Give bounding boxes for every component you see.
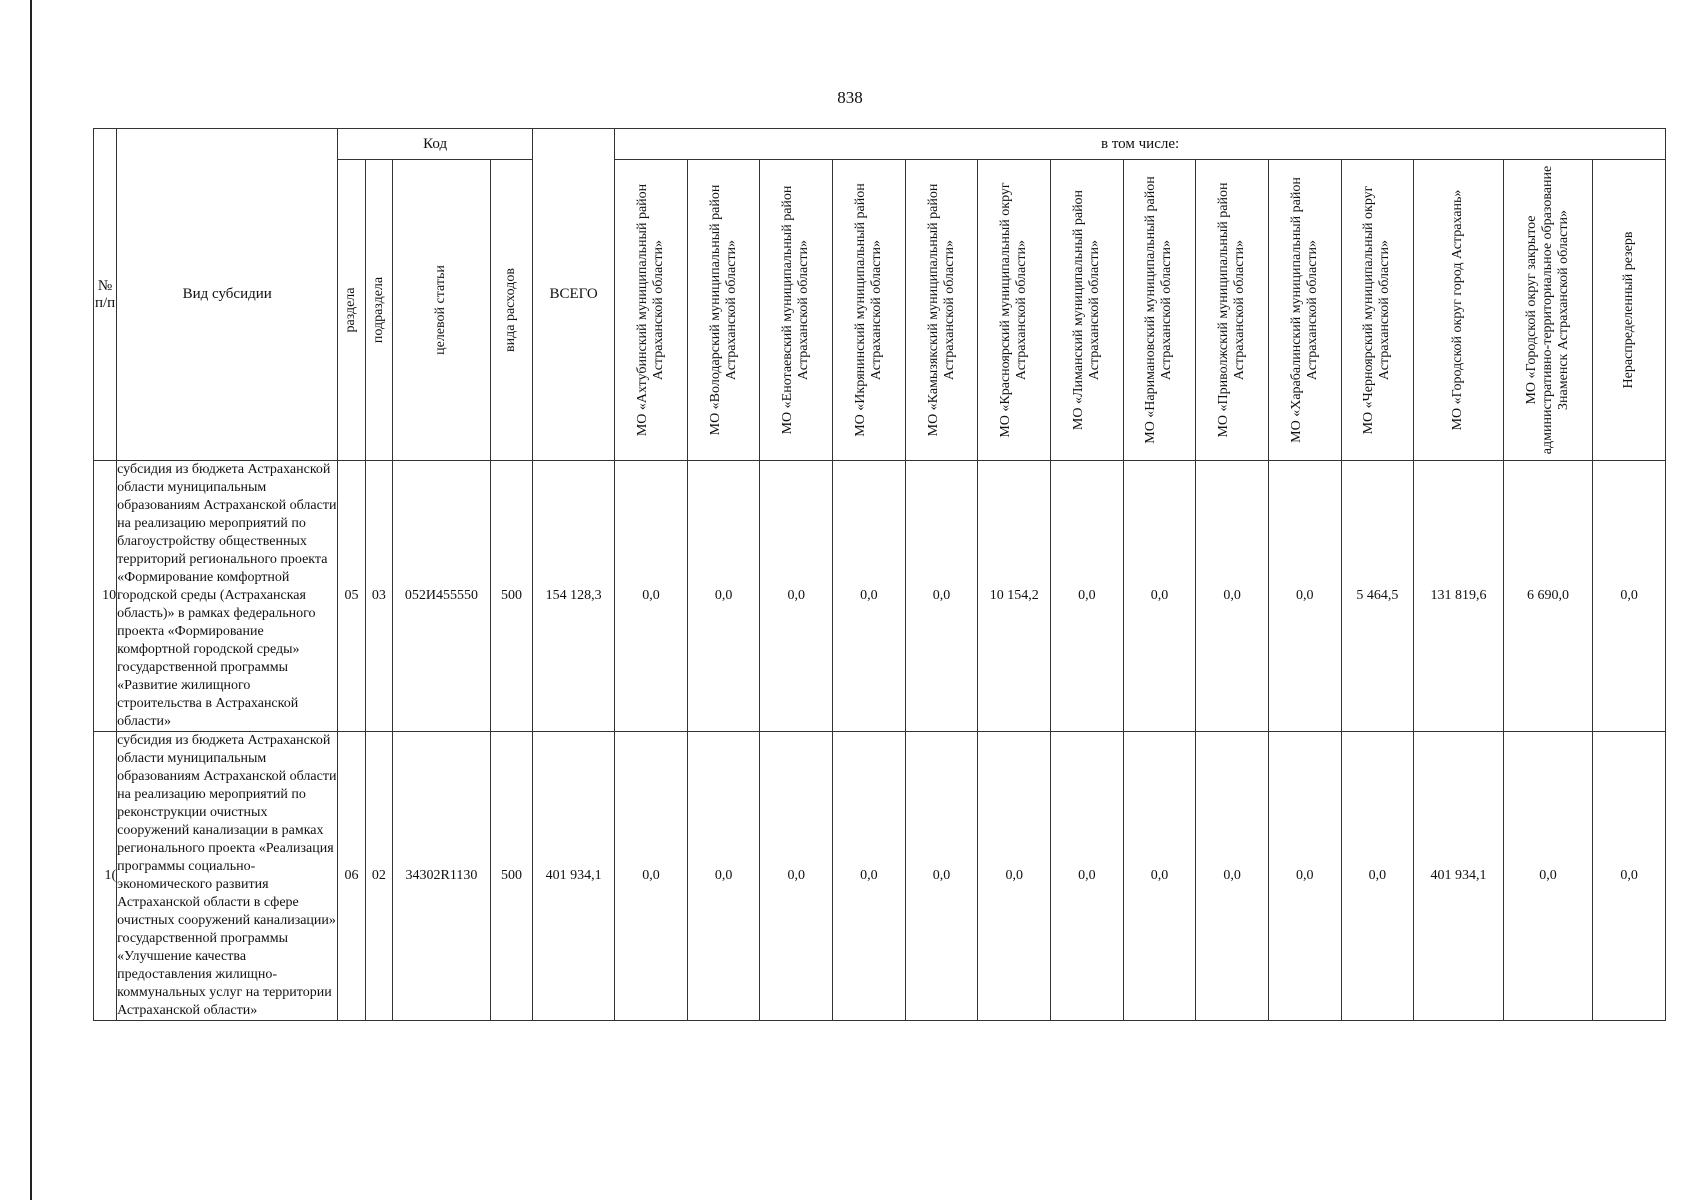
header-code-col-1-label: подраздела <box>370 276 386 344</box>
row-value-municipality-4: 0,0 <box>905 732 978 1021</box>
header-municipality-8 <box>1196 160 1269 461</box>
header-code-col-0-wrap <box>338 160 364 460</box>
row-value-municipality-0: 0,0 <box>615 732 688 1021</box>
row-value-municipality-11: 131 819,6 <box>1414 461 1503 732</box>
row-podrazdel: 03 <box>365 461 392 732</box>
header-municipality-8-wrap <box>1196 160 1268 460</box>
row-value-municipality-5: 0,0 <box>978 732 1051 1021</box>
header-code-col-1-wrap <box>366 160 392 460</box>
header-municipality-13-label: Нераспределенный резерв <box>1621 231 1637 389</box>
header-municipality-2-label: МО «Енотаевский муниципальный район Астраханской области» <box>780 185 812 435</box>
row-value-municipality-12: 0,0 <box>1503 732 1592 1021</box>
row-value-municipality-9: 0,0 <box>1268 732 1341 1021</box>
header-municipality-1 <box>687 160 760 461</box>
row-total: 154 128,3 <box>533 461 615 732</box>
header-code-col-1 <box>365 160 392 461</box>
header-municipality-11-label: МО «Городской округ город Астрахань» <box>1450 189 1466 431</box>
row-value-municipality-13: 0,0 <box>1593 461 1666 732</box>
header-municipality-10 <box>1341 160 1414 461</box>
header-municipality-7 <box>1123 160 1196 461</box>
header-municipality-3 <box>833 160 906 461</box>
row-value-municipality-1: 0,0 <box>687 732 760 1021</box>
header-municipality-3-wrap <box>833 160 905 460</box>
header-municipality-7-wrap <box>1124 160 1196 460</box>
row-description: субсидия из бюджета Астраханской области муниципальным образованиям Астраханской области на реализацию мероприятий по благоустройству общественных территорий регионального проекта «Формирование комфортной городской среды (Астраханская область)» в рамках федерального проекта «Формирование комфортной городской среды» государственной программы «Развитие жилищного строительства в Астраханской области» <box>117 461 338 732</box>
table-row <box>94 732 1666 1021</box>
header-code-col-3-wrap <box>491 160 532 460</box>
header-municipality-12-label: МО «Городской округ закрытое административно-территориальное образование Знаменск Астраханской области» <box>1523 165 1571 455</box>
row-value-municipality-12: 6 690,0 <box>1503 461 1592 732</box>
row-number: 1( <box>94 732 117 1021</box>
header-municipality-9-wrap <box>1269 160 1341 460</box>
row-value-municipality-8: 0,0 <box>1196 732 1269 1021</box>
row-value-municipality-6: 0,0 <box>1051 732 1124 1021</box>
row-value-municipality-1: 0,0 <box>687 461 760 732</box>
header-municipality-13-wrap <box>1593 160 1665 460</box>
header-code-group: Код <box>338 129 533 160</box>
row-podrazdel: 02 <box>365 732 392 1021</box>
row-value-municipality-3: 0,0 <box>833 732 906 1021</box>
header-municipality-6-label: МО «Лиманский муниципальный район Астраханской области» <box>1070 189 1102 431</box>
row-target-article: 052И455550 <box>393 461 491 732</box>
table-row <box>94 461 1666 732</box>
subsidy-table <box>93 128 1666 1021</box>
header-total: ВСЕГО <box>533 129 615 461</box>
header-municipality-1-wrap <box>688 160 760 460</box>
header-municipality-2-wrap <box>760 160 832 460</box>
header-municipality-5-label: МО «Красноярский муниципальный округ Астраханской области» <box>998 182 1030 438</box>
row-value-municipality-3: 0,0 <box>833 461 906 732</box>
header-municipality-4-wrap <box>906 160 978 460</box>
row-value-municipality-0: 0,0 <box>615 461 688 732</box>
header-municipality-4-label: МО «Камызякский муниципальный район Астраханской области» <box>925 183 957 437</box>
header-municipality-0-label: МО «Ахтубинский муниципальный район Астраханской области» <box>634 183 666 437</box>
header-municipality-4 <box>905 160 978 461</box>
header-code-col-2 <box>393 160 491 461</box>
row-target-article: 34302R1130 <box>393 732 491 1021</box>
header-municipality-9-label: МО «Харабалинский муниципальный район Астраханской области» <box>1288 177 1320 443</box>
row-value-municipality-5: 10 154,2 <box>978 461 1051 732</box>
row-value-municipality-8: 0,0 <box>1196 461 1269 732</box>
row-value-municipality-2: 0,0 <box>760 732 833 1021</box>
header-municipality-9 <box>1268 160 1341 461</box>
header-municipality-2 <box>760 160 833 461</box>
header-municipality-12 <box>1503 160 1592 461</box>
header-code-col-2-label: целевой статьи <box>433 265 449 355</box>
row-expense-type: 500 <box>490 732 532 1021</box>
header-municipality-11-wrap <box>1414 160 1502 460</box>
row-number: 10 <box>94 461 117 732</box>
row-value-municipality-6: 0,0 <box>1051 461 1124 732</box>
header-municipality-1-label: МО «Володарский муниципальный район Астраханской области» <box>707 184 739 436</box>
header-municipality-5-wrap <box>978 160 1050 460</box>
row-value-municipality-13: 0,0 <box>1593 732 1666 1021</box>
row-value-municipality-2: 0,0 <box>760 461 833 732</box>
header-no: № п/п <box>94 129 117 461</box>
row-razdel: 05 <box>338 461 365 732</box>
row-description: субсидия из бюджета Астраханской области муниципальным образованиям Астраханской области на реализацию мероприятий по реконструкции очистных сооружений канализации в рамках регионального проекта «Реализация программы социально-экономического развития Астраханской области в сфере очистных сооружений канализации» государственной программы «Улучшение качества предоставления жилищно-коммунальных услуг на территории Астраханской области» <box>117 732 338 1021</box>
header-municipality-8-label: МО «Приволжский муниципальный район Астраханской области» <box>1216 182 1248 438</box>
header-code-col-3-label: вида расходов <box>503 268 519 352</box>
left-margin-line <box>30 0 32 1200</box>
header-municipality-7-label: МО «Наримановский муниципальный район Астраханской области» <box>1143 176 1175 444</box>
row-value-municipality-10: 5 464,5 <box>1341 461 1414 732</box>
header-municipality-5 <box>978 160 1051 461</box>
header-municipality-10-label: МО «Черноярский муниципальный округ Астраханской области» <box>1361 185 1393 435</box>
row-value-municipality-7: 0,0 <box>1123 461 1196 732</box>
page-number: 838 <box>837 88 863 107</box>
header-municipality-6-wrap <box>1051 160 1123 460</box>
row-razdel: 06 <box>338 732 365 1021</box>
header-municipality-0 <box>615 160 688 461</box>
row-value-municipality-4: 0,0 <box>905 461 978 732</box>
row-value-municipality-7: 0,0 <box>1123 732 1196 1021</box>
row-value-municipality-9: 0,0 <box>1268 461 1341 732</box>
header-municipality-13 <box>1593 160 1666 461</box>
header-municipality-6 <box>1051 160 1124 461</box>
header-municipality-3-label: МО «Икрянинский муниципальный район Астраханской области» <box>852 183 884 437</box>
header-code-col-2-wrap <box>393 160 490 460</box>
header-code-col-0 <box>338 160 365 461</box>
header-municipality-11 <box>1414 160 1503 461</box>
row-value-municipality-11: 401 934,1 <box>1414 732 1503 1021</box>
row-value-municipality-10: 0,0 <box>1341 732 1414 1021</box>
header-including-group: в том числе: <box>615 129 1666 160</box>
header-code-col-3 <box>490 160 532 461</box>
row-expense-type: 500 <box>490 461 532 732</box>
table-body <box>94 461 1666 1021</box>
row-total: 401 934,1 <box>533 732 615 1021</box>
header-municipality-12-wrap <box>1504 160 1592 460</box>
header-code-col-0-label: раздела <box>343 287 359 333</box>
header-subsidy-type: Вид субсидии <box>117 129 338 461</box>
header-municipality-0-wrap <box>615 160 687 460</box>
header-municipality-10-wrap <box>1342 160 1414 460</box>
